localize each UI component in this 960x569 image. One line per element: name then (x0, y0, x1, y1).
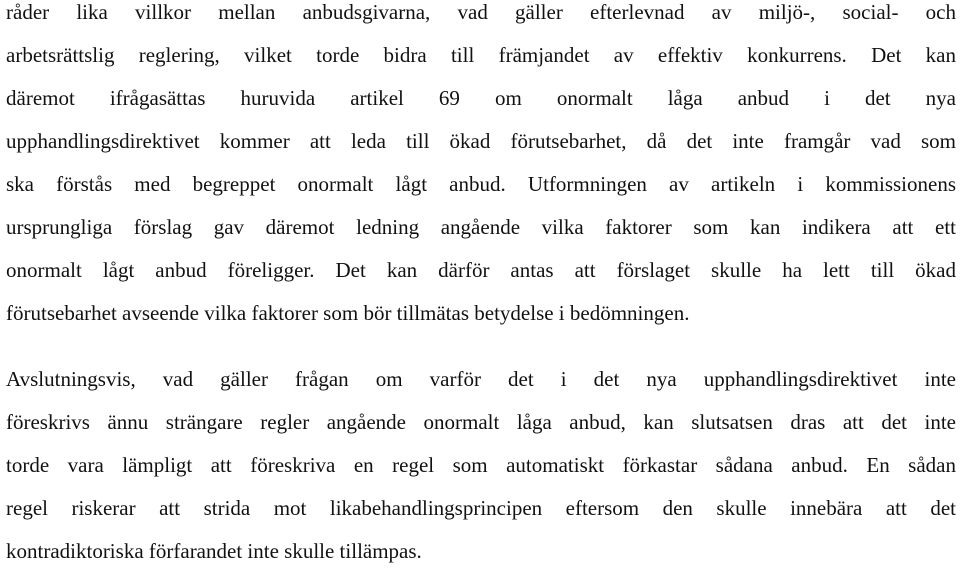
text-line: Avslutningsvis, vad gäller frågan om varför det i det nya upphandlingsdirektivet inte (6, 367, 956, 391)
text-line: råder lika villkor mellan anbudsgivarna, vad gäller efterlevnad av miljö-, social- och (6, 0, 956, 24)
text-line: arbetsrättslig reglering, vilket torde bidra till främjandet av effektiv konkurrens. Det kan (6, 43, 956, 67)
text-line: föreskrivs ännu strängare regler angående onormalt låga anbud, kan slutsatsen dras att det inte (6, 410, 956, 434)
text-line: förutsebarhet avseende vilka faktorer som bör tillmätas betydelse i bedömningen. (6, 301, 690, 325)
text-line: däremot ifrågasättas huruvida artikel 69 om onormalt låga anbud i det nya (6, 86, 956, 110)
text-line: ska förstås med begreppet onormalt lågt anbud. Utformningen av artikeln i kommissionens (6, 172, 956, 196)
text-line: onormalt lågt anbud föreligger. Det kan därför antas att förslaget skulle ha lett till ökad (6, 258, 956, 282)
text-line: kontradiktoriska förfarandet inte skulle tillämpas. (6, 539, 422, 563)
text-line: regel riskerar att strida mot likabehandlingsprincipen eftersom den skulle innebära att det (6, 496, 956, 520)
text-line: torde vara lämpligt att föreskriva en regel som automatiskt förkastar sådana anbud. En sådan (6, 453, 956, 477)
text-line: upphandlingsdirektivet kommer att leda till ökad förutsebarhet, då det inte framgår vad som (6, 129, 956, 153)
text-line: ursprungliga förslag gav däremot ledning angående vilka faktorer som kan indikera att ett (6, 215, 956, 239)
